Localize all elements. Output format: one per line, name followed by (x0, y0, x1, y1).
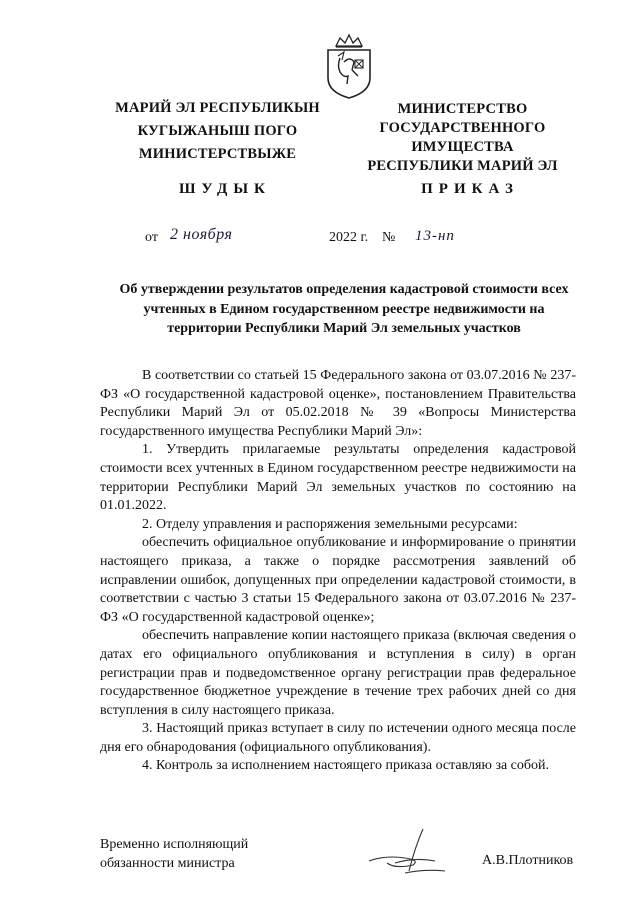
body-paragraph: 3. Настоящий приказ вступает в силу по истечении одного месяца после дня его обнародования (официального опубликования). (100, 721, 576, 755)
date-prefix: от (145, 230, 158, 245)
body-paragraph: 4. Контроль за исполнением настоящего приказа оставляю за собой. (142, 758, 550, 774)
coat-of-arms-emblem (322, 32, 376, 100)
body-paragraph: обеспечить официальное опубликование и информирование о принятии настоящего приказа, а также о порядке рассмотрения заявлений об исправлении ошибок, допущенных при определении кадастровой стоимости, в соответствии с частью 3 статьи 15 Федерального закона от 03.07.2016 № 237-ФЗ «О государственной кадастровой оценке»; (100, 535, 576, 625)
document-body (100, 367, 576, 776)
handwritten-date: 2 ноября (170, 226, 233, 243)
header-right-line: МИНИСТЕРСТВО (397, 101, 528, 117)
handwritten-number: 13-нп (415, 228, 455, 244)
header-left-line: КУГЫЖАНЫШ ПОГО (137, 123, 298, 139)
body-paragraph: обеспечить направление копии настоящего приказа (включая сведения о датах его официального опубликования и вступления в силу) в орган регистрации прав и подведомственное органу регистрации прав федеральное государственное бюджетное учреждение в течение трех рабочих дней со дня вступления в силу настоящего приказа. (100, 628, 576, 718)
header-left-line: МИНИСТЕРСТВЫЖЕ (138, 146, 297, 162)
handwritten-signature (365, 825, 455, 880)
doc-type-mari: ШУДЫК (179, 181, 271, 197)
signer-position-line: Временно исполняющий (100, 837, 249, 852)
header-right-line: РЕСПУБЛИКИ МАРИЙ ЭЛ (367, 158, 558, 174)
body-paragraph: 2. Отделу управления и распоряжения земельными ресурсами: (142, 516, 518, 532)
date-number-line (145, 226, 585, 254)
document-title: Об утверждении результатов определения кадастровой стоимости всех учтенных в Едином государственном реестре недвижимости на территории Республики Марий Эл земельных участков (119, 282, 569, 336)
body-paragraph: В соответствии со статьей 15 Федерального закона от 03.07.2016 № 237-ФЗ «О государственной кадастровой оценке», постановлением Правительства Республики Марий Эл от 05.02.2018 № 39 «Вопросы Министерства государственного имущества Республики Марий Эл»: (100, 368, 576, 439)
header-right-line: ГОСУДАРСТВЕННОГО (379, 120, 546, 136)
signer-name: А.В.Плотников (482, 853, 574, 868)
number-sign: № (382, 230, 396, 245)
signer-position (100, 835, 248, 873)
header-left-line: МАРИЙ ЭЛ РЕСПУБЛИКЫН (115, 100, 320, 116)
body-paragraph: 1. Утвердить прилагаемые результаты определения кадастровой стоимости всех учтенных в Едином государственном реестре недвижимости на территории Республики Марий Эл земельных участков по состоянию на 01.01.2022. (100, 442, 576, 514)
doc-type-russian: ПРИКАЗ (421, 181, 519, 197)
header-left-authority (100, 97, 335, 166)
document-year: 2022 г. (329, 230, 369, 245)
signer-position-line: обязанности министра (100, 856, 235, 871)
header-right-line: ИМУЩЕСТВА (411, 139, 514, 155)
header-right-authority (360, 100, 565, 176)
